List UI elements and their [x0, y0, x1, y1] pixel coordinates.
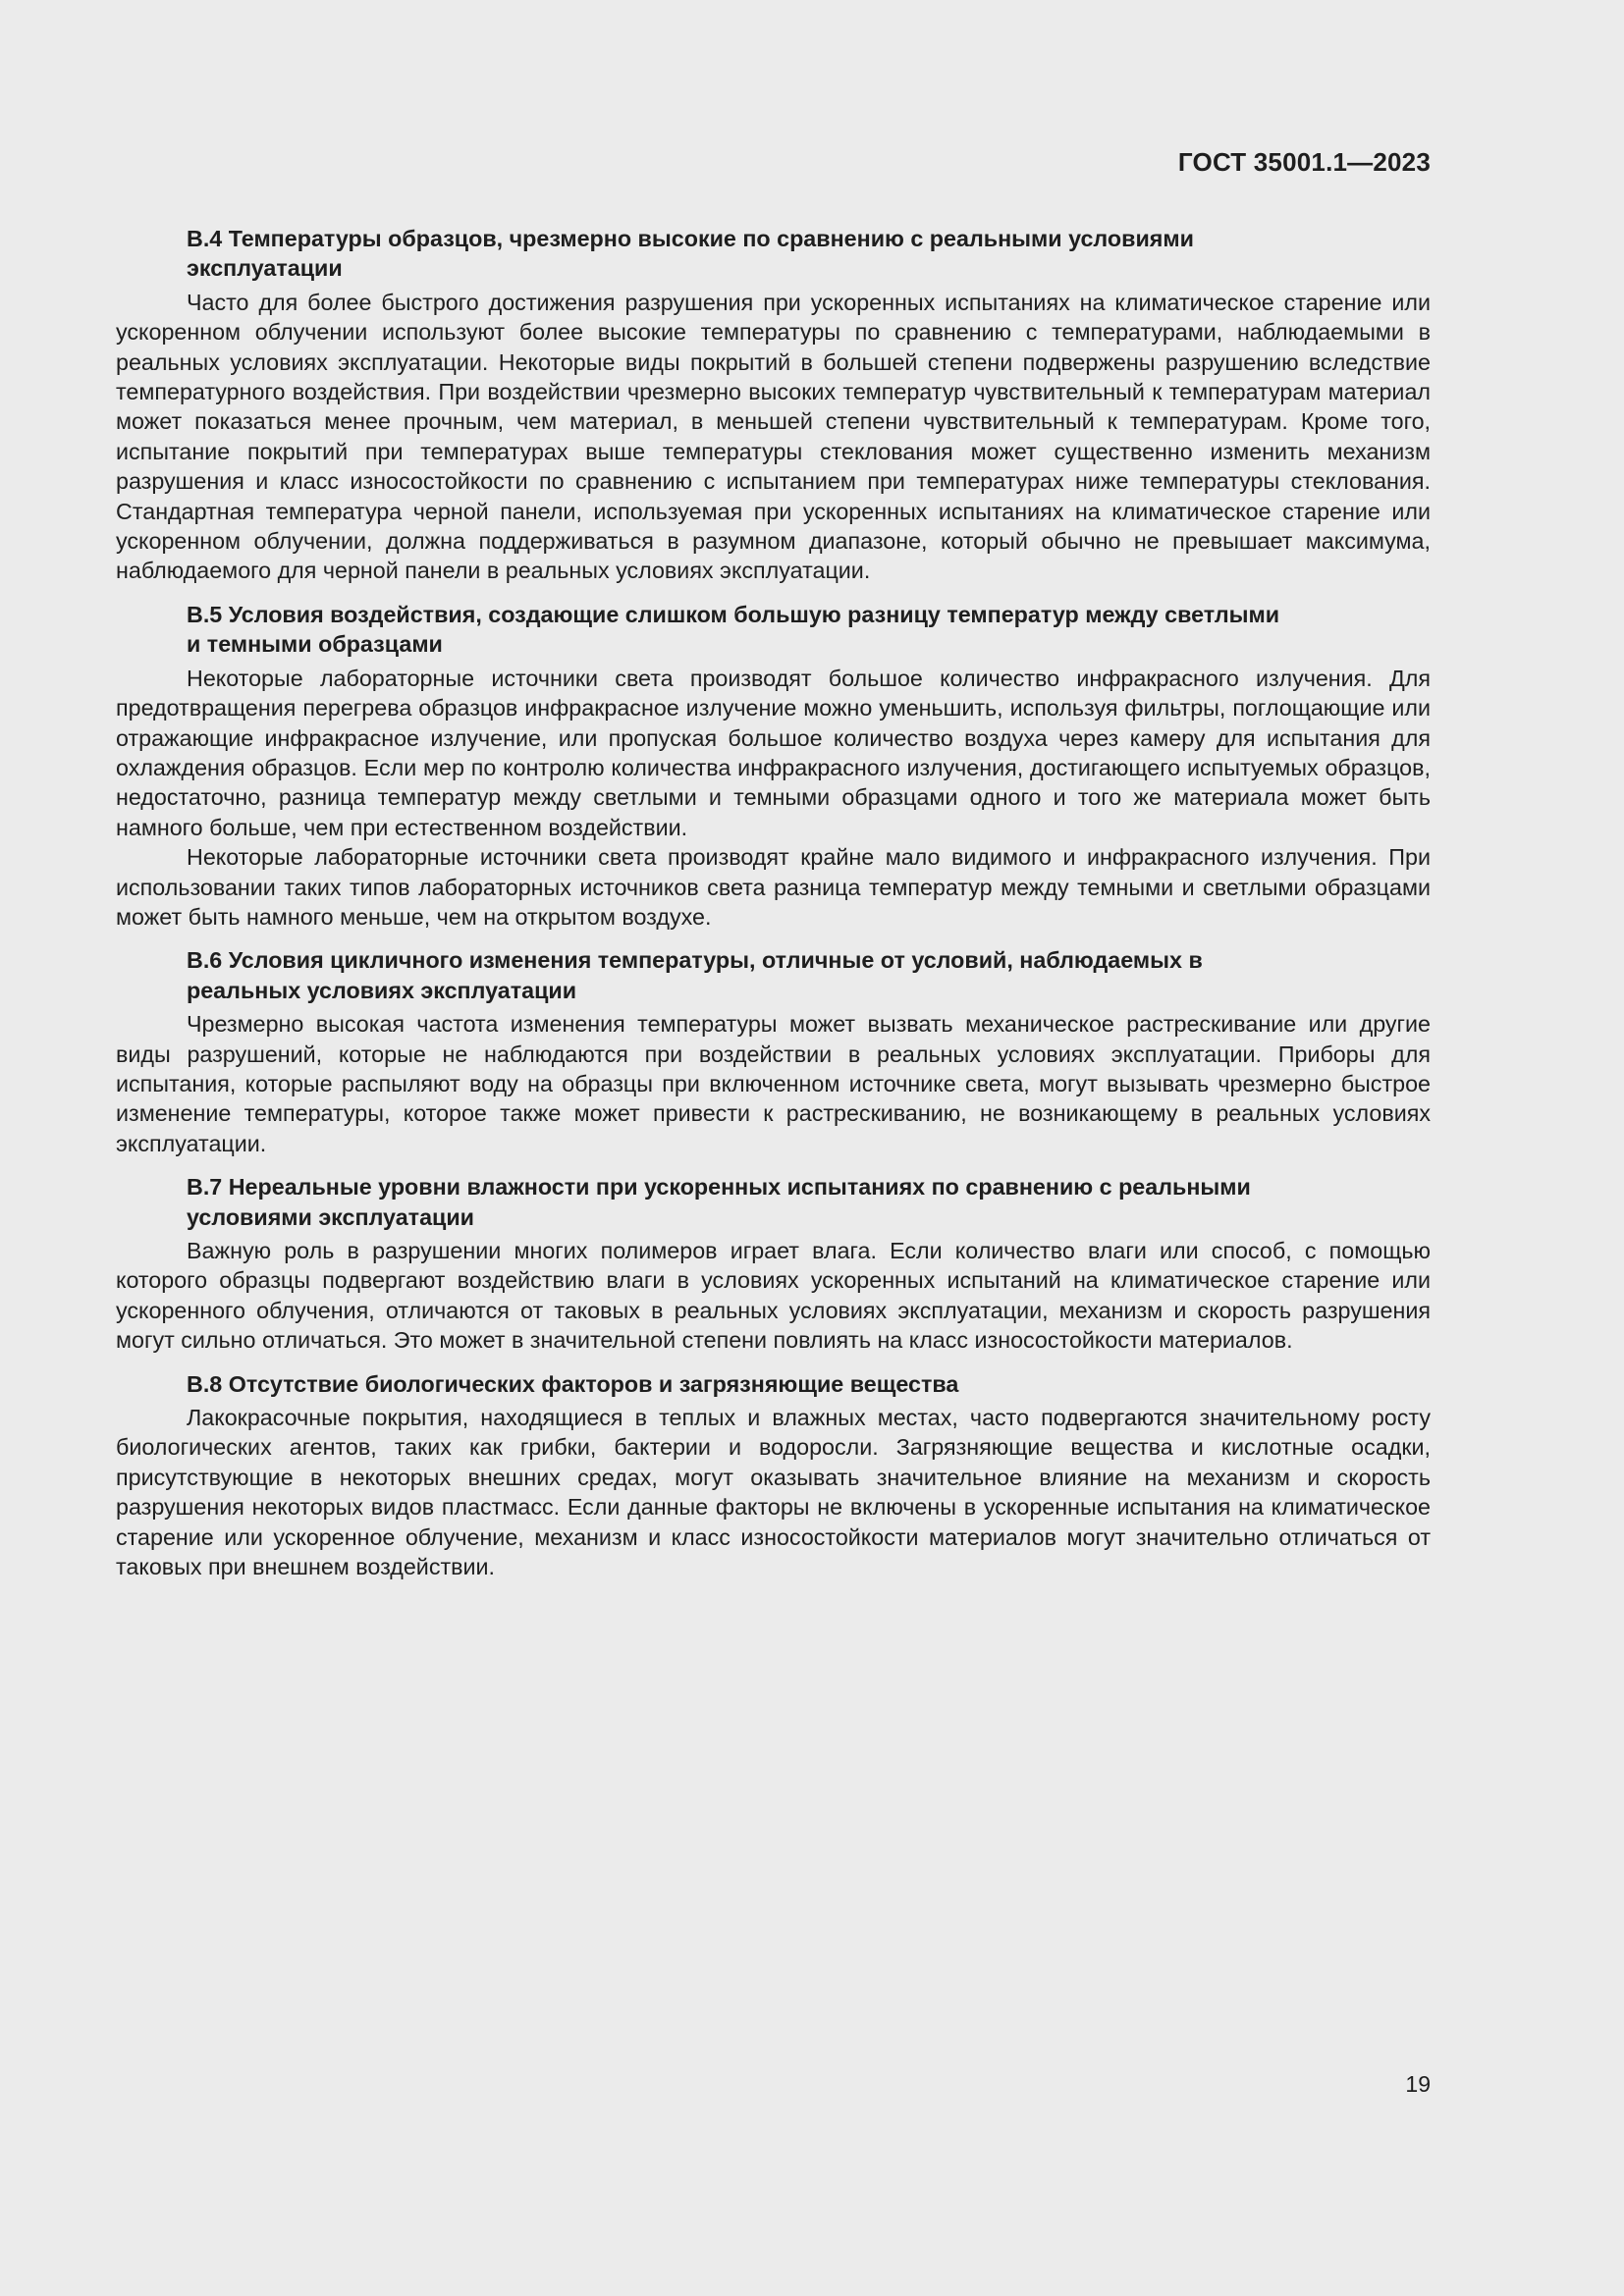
section-b7 — [116, 1172, 1431, 1355]
section-b6 — [116, 945, 1431, 1158]
paragraph: Важную роль в разрушении многих полимеров играет влага. Если количество влаги или способ, с помощью которого образцы подвергают воздействию влаги в условиях ускоренных испытаний на климатическое старение или ускоренного облучения, отличаются от таковых в реальных условиях эксплуатации, механизм и скорость разрушения могут сильно отличаться. Это может в значительной степени повлиять на класс износостойкости материалов. — [116, 1238, 1431, 1354]
section-b8 — [116, 1369, 1431, 1582]
paragraph: Лакокрасочные покрытия, находящиеся в теплых и влажных местах, часто подвергаются значительному росту биологических агентов, таких как грибки, бактерии и водоросли. Загрязняющие вещества и кислотные осадки, присутствующие в некоторых внешних средах, могут оказывать значительное влияние на механизм и скорость разрушения некоторых видов пластмасс. Если данные факторы не включены в ускоренные испытания на климатическое старение или ускоренное облучение, механизм и класс износостойкости материалов могут значительно отличаться от таковых при внешнем воздействии. — [116, 1405, 1431, 1580]
document-body — [116, 224, 1431, 1595]
paragraph: Некоторые лабораторные источники света производят большое количество инфракрасного излучения. Для предотвращения перегрева образцов инфракрасное излучение можно уменьшить, используя фильтры, поглощающие или отражающие инфракрасное излучение, или пропуская большое количество воздуха через камеру для испытания для охлаждения образцов. Если мер по контролю количества инфракрасного излучения, достигающего испытуемых образцов, недостаточно, разница температур между светлыми и темными образцами одного и того же материала может быть намного больше, чем при естественном воздействии. — [116, 665, 1431, 840]
section-b4 — [116, 224, 1431, 586]
section-heading: В.7 Нереальные уровни влажности при ускоренных испытаниях по сравнению с реальными условиями эксплуатации — [187, 1174, 1251, 1230]
section-heading: В.4 Температуры образцов, чрезмерно высокие по сравнению с реальными условиями эксплуатации — [187, 226, 1194, 282]
section-heading: В.6 Условия цикличного изменения температуры, отличные от условий, наблюдаемых в реальных условиях эксплуатации — [187, 947, 1203, 1003]
paragraph: Чрезмерно высокая частота изменения температуры может вызвать механическое растрескивание или другие виды разрушений, которые не наблюдаются при воздействии в реальных условиях эксплуатации. Приборы для испытания, которые распыляют воду на образцы при включенном источнике света, могут вызывать чрезмерно быстрое изменение температуры, которое также может привести к растрескиванию, не возникающему в реальных условиях эксплуатации. — [116, 1011, 1431, 1156]
paragraph: Некоторые лабораторные источники света производят крайне мало видимого и инфракрасного излучения. При использовании таких типов лабораторных источников света разница температур между темными и светлыми образцами может быть намного меньше, чем на открытом воздухе. — [116, 844, 1431, 930]
document-code-header: ГОСТ 35001.1—2023 — [1177, 147, 1431, 177]
paragraph: Часто для более быстрого достижения разрушения при ускоренных испытаниях на климатическое старение или ускоренном облучении используют более высокие температуры по сравнению с температурами, наблюдаемыми в реальных условиях эксплуатации. Некоторые виды покрытий в большей степени подвержены разрушению вследствие температурного воздействия. При воздействии чрезмерно высоких температур чувствительный к температурам материал может показаться менее прочным, чем материал, в меньшей степени чувствительный к температурам. Кроме того, испытание покрытий при температурах выше температуры стеклования может существенно изменить механизм разрушения и класс износостойкости по сравнению с испытанием при температурах ниже температуры стеклования. Стандартная температура черной панели, используемая при ускоренных испытаниях на климатическое старение или ускоренном облучении, должна поддерживаться в разумном диапазоне, который обычно не превышает максимума, наблюдаемого для черной панели в реальных условиях эксплуатации. — [116, 289, 1431, 584]
section-heading: В.5 Условия воздействия, создающие слишком большую разницу температур между светлыми и темными образцами — [187, 601, 1280, 658]
page-number: 19 — [1405, 2071, 1431, 2097]
section-b5 — [116, 600, 1431, 932]
section-heading: В.8 Отсутствие биологических факторов и загрязняющие вещества — [187, 1370, 959, 1397]
